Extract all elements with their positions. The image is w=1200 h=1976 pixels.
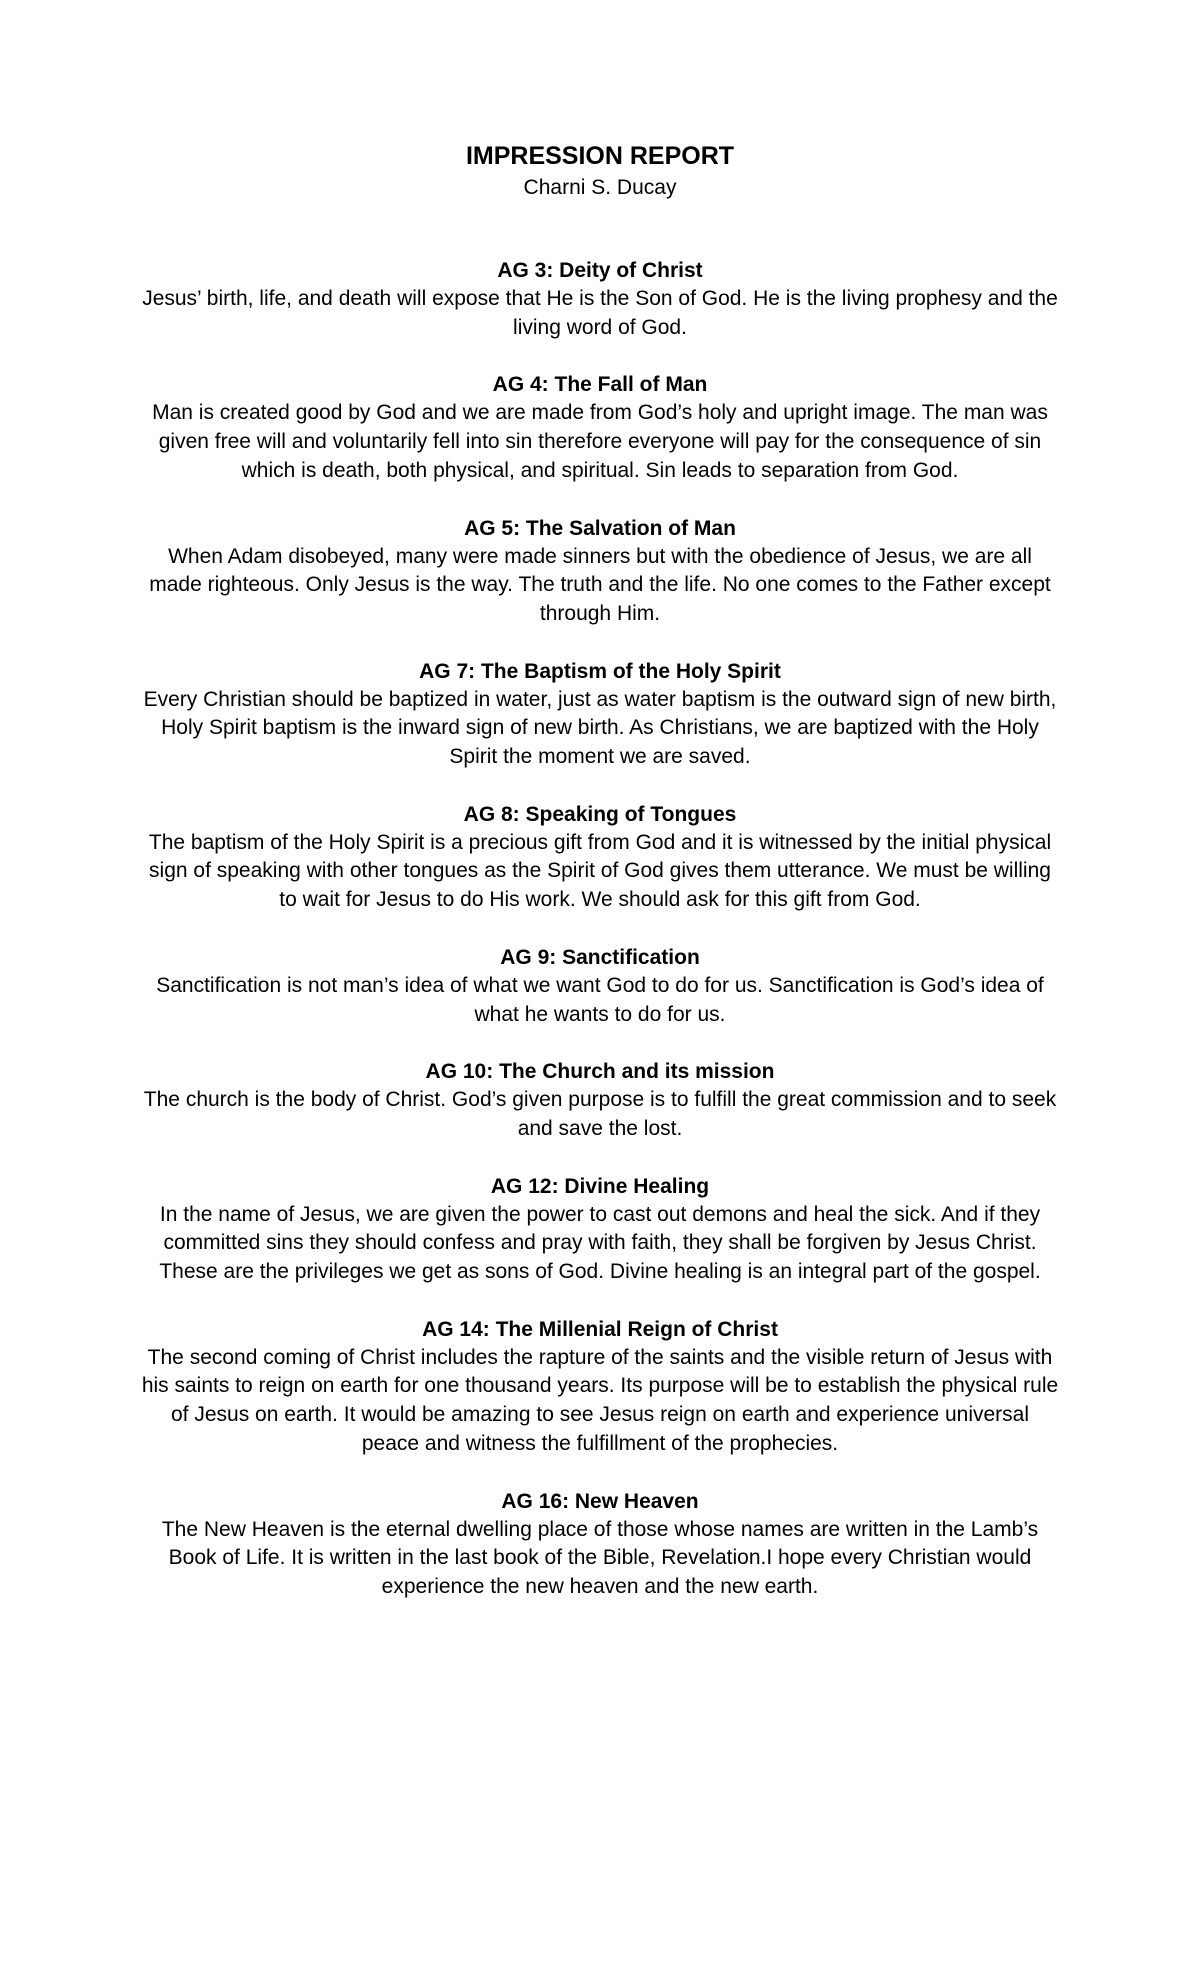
section-heading: AG 9: Sanctification	[500, 945, 700, 969]
section-body: The church is the body of Christ. God’s given purpose is to fulfill the great commission and to seek and save the lost.	[143, 1088, 1057, 1140]
section-heading: AG 7: The Baptism of the Holy Spirit	[419, 659, 781, 683]
section-body: Jesus’ birth, life, and death will expose that He is the Son of God. He is the living prophesy and the living word of God.	[142, 287, 1058, 339]
document-title: IMPRESSION REPORT	[465, 142, 735, 170]
section-heading: AG 12: Divine Healing	[490, 1174, 710, 1198]
section-heading: AG 16: New Heaven	[501, 1489, 699, 1513]
section-deity-of-christ	[140, 256, 1060, 342]
document-author: Charni S. Ducay	[523, 176, 677, 199]
section-heading: AG 5: The Salvation of Man	[464, 516, 736, 540]
section-body: When Adam disobeyed, many were made sinners but with the obedience of Jesus, we are all made righteous. Only Jesus is the way. The truth and the life. No one comes to the Father except through Him.	[149, 544, 1051, 625]
section-millenial-reign	[140, 1315, 1060, 1459]
section-body: Sanctification is not man’s idea of what we want God to do for us. Sanctification is God’s idea of what he wants to do for us.	[156, 973, 1044, 1026]
section-church-and-mission	[140, 1057, 1060, 1143]
document-header	[0, 138, 1200, 202]
section-heading: AG 14: The Millenial Reign of Christ	[422, 1317, 778, 1341]
section-heading: AG 10: The Church and its mission	[425, 1060, 775, 1084]
section-sanctification	[140, 943, 1060, 1029]
section-body: Man is created good by God and we are made from God’s holy and upright image. The man was given free will and voluntarily fell into sin therefore everyone will pay for the consequence of sin which is death, both physical, and spiritual. Sin leads to separation from God.	[152, 401, 1048, 482]
section-body: In the name of Jesus, we are given the power to cast out demons and heal the sick. And if they committed sins they should confess and pray with faith, they shall be forgiven by Jesus Christ. These are the privileges we get as sons of God. Divine healing is an integral part of the gospel.	[159, 1202, 1041, 1284]
section-body: Every Christian should be baptized in water, just as water baptism is the outward sign of new birth, Holy Spirit baptism is the inward sign of new birth. As Christians, we are baptized with the Holy Spirit the moment we are saved.	[143, 687, 1057, 769]
section-heading: AG 4: The Fall of Man	[492, 373, 708, 397]
section-body: The baptism of the Holy Spirit is a precious gift from God and it is witnessed by the initial physical sign of speaking with other tongues as the Spirit of God gives them utterance. We must be willing to wait for Jesus to do His work. We should ask for this gift from God.	[148, 830, 1052, 912]
section-baptism-holy-spirit	[140, 657, 1060, 772]
section-heading: AG 8: Speaking of Tongues	[463, 802, 737, 826]
section-divine-healing	[140, 1172, 1060, 1287]
section-heading: AG 3: Deity of Christ	[497, 259, 703, 282]
section-body: The New Heaven is the eternal dwelling place of those whose names are written in the Lamb’s Book of Life. It is written in the last book of the Bible, Revelation.I hope every Christian would experience the new heaven and the new earth.	[161, 1517, 1039, 1598]
section-body: The second coming of Christ includes the rapture of the saints and the visible return of Jesus with his saints to reign on earth for one thousand years. Its purpose will be to establish the physical rule of Jesus on earth. It would be amazing to see Jesus reign on earth and experience universal peace and witness the fulfillment of the prophecies.	[141, 1345, 1059, 1455]
sections-list	[140, 256, 1060, 1630]
section-salvation-of-man	[140, 514, 1060, 629]
section-speaking-of-tongues	[140, 800, 1060, 915]
section-new-heaven	[140, 1487, 1060, 1602]
section-fall-of-man	[140, 370, 1060, 485]
